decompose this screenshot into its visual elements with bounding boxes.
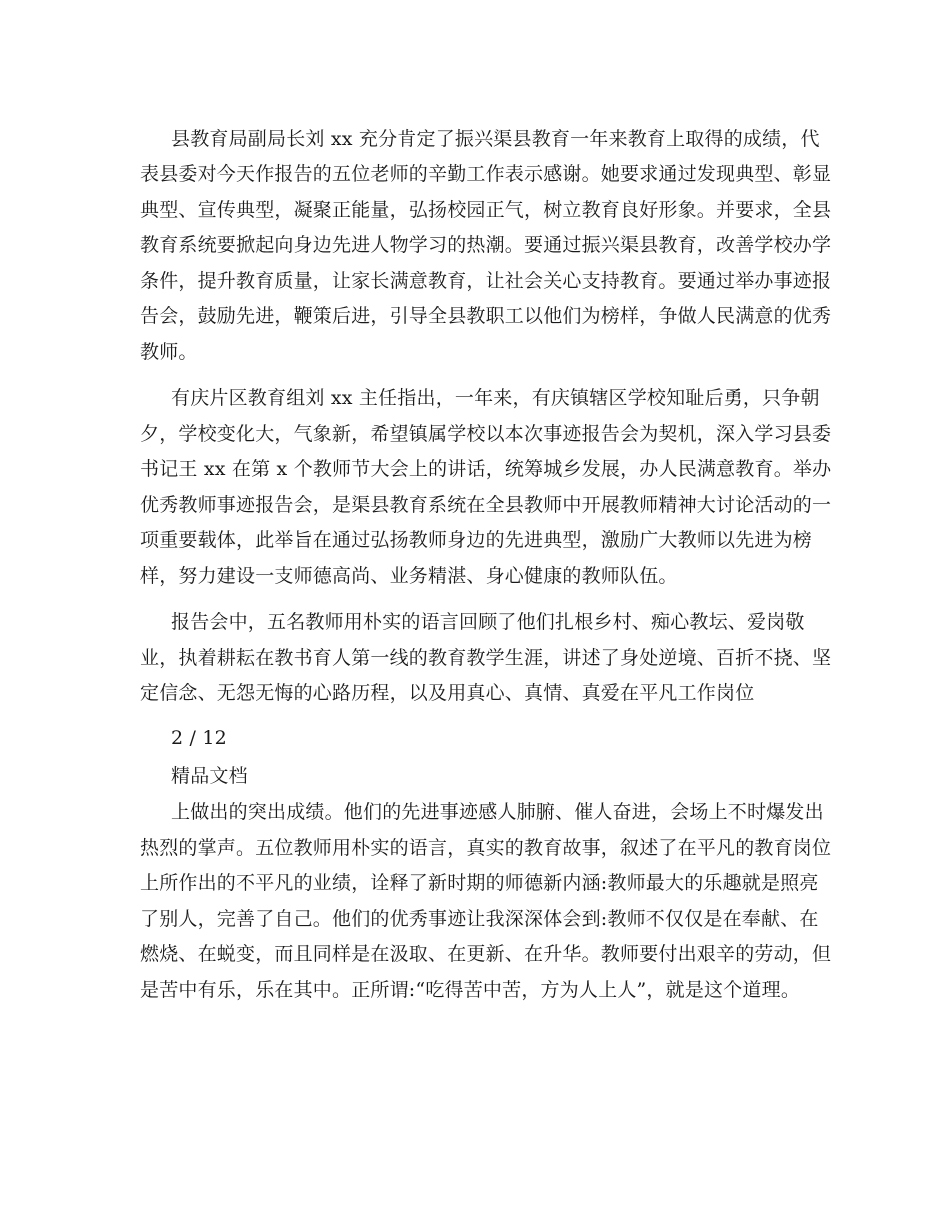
page-number: 2 / 12 bbox=[171, 727, 227, 749]
paragraph-1-line-3: 典型、宣传典型，凝聚正能量，弘扬校园正气，树立教育良好形象。并要求，全县 bbox=[140, 199, 832, 221]
paragraph-1-line-4: 教育系统要掀起向身边先进人物学习的热潮。要通过振兴渠县教育，改善学校办学 bbox=[140, 234, 832, 256]
paragraph-2-line-6: 样，努力建设一支师德高尚、业务精湛、身心健康的教师队伍。 bbox=[140, 565, 678, 587]
paragraph-3-line-2: 业，执着耕耘在教书育人第一线的教育教学生涯，讲述了身处逆境、百折不挠、坚 bbox=[140, 647, 832, 669]
paragraph-1-line-5: 条件，提升教育质量，让家长满意教育，让社会关心支持教育。要通过举办事迹报 bbox=[140, 270, 832, 292]
paragraph-1-line-6: 告会，鼓励先进，鞭策后进，引导全县教职工以他们为榜样，争做人民满意的优秀 bbox=[140, 305, 832, 327]
paragraph-1-line-1: 县教育局副局长刘 xx 充分肯定了振兴渠县教育一年来教育上取得的成绩，代 bbox=[171, 128, 820, 150]
paragraph-4-line-4: 了别人，完善了自己。他们的优秀事迹让我深深体会到:教师不仅仅是在奉献、在 bbox=[140, 908, 819, 930]
paragraph-3-line-1: 报告会中，五名教师用朴实的语言回顾了他们扎根乡村、痴心教坛、爱岗敬 bbox=[171, 611, 805, 633]
paragraph-4-line-2: 热烈的掌声。五位教师用朴实的语言，真实的教育故事，叙述了在平凡的教育岗位 bbox=[140, 837, 832, 859]
paragraph-1-line-7: 教师。 bbox=[140, 341, 198, 363]
paragraph-2-line-5: 项重要载体，此举旨在通过弘扬教师身边的先进典型，激励广大教师以先进为榜 bbox=[140, 529, 813, 551]
paragraph-2-line-3: 书记王 xx 在第 x 个教师节大会上的讲话，统筹城乡发展，办人民满意教育。举办 bbox=[140, 458, 832, 480]
paragraph-1-line-2: 表县委对今天作报告的五位老师的辛勤工作表示感谢。她要求通过发现典型、彰显 bbox=[140, 163, 832, 185]
paragraph-4-line-6: 是苦中有乐，乐在其中。正所谓:“吃得苦中苦，方为人上人”，就是这个道理。 bbox=[140, 979, 801, 1001]
paragraph-3-line-3: 定信念、无怨无悔的心路历程，以及用真心、真情、真爱在平凡工作岗位 bbox=[140, 682, 755, 704]
paragraph-2-line-2: 夕，学校变化大，气象新，希望镇属学校以本次事迹报告会为契机，深入学习县委 bbox=[140, 423, 832, 445]
paragraph-4-line-3: 上所作出的不平凡的业绩，诠释了新时期的师德新内涵:教师最大的乐趣就是照亮 bbox=[140, 872, 819, 894]
watermark-label: 精品文档 bbox=[171, 765, 248, 787]
paragraph-2-line-1: 有庆片区教育组刘 xx 主任指出，一年来，有庆镇辖区学校知耻后勇，只争朝 bbox=[171, 387, 820, 409]
paragraph-2-line-4: 优秀教师事迹报告会，是渠县教育系统在全县教师中开展教师精神大讨论活动的一 bbox=[140, 494, 832, 516]
paragraph-4-line-5: 燃烧、在蜕变，而且同样是在汲取、在更新、在升华。教师要付出艰辛的劳动，但 bbox=[140, 943, 832, 965]
paragraph-4-line-1: 上做出的突出成绩。他们的先进事迹感人肺腑、催人奋进，会场上不时爆发出 bbox=[171, 801, 824, 823]
